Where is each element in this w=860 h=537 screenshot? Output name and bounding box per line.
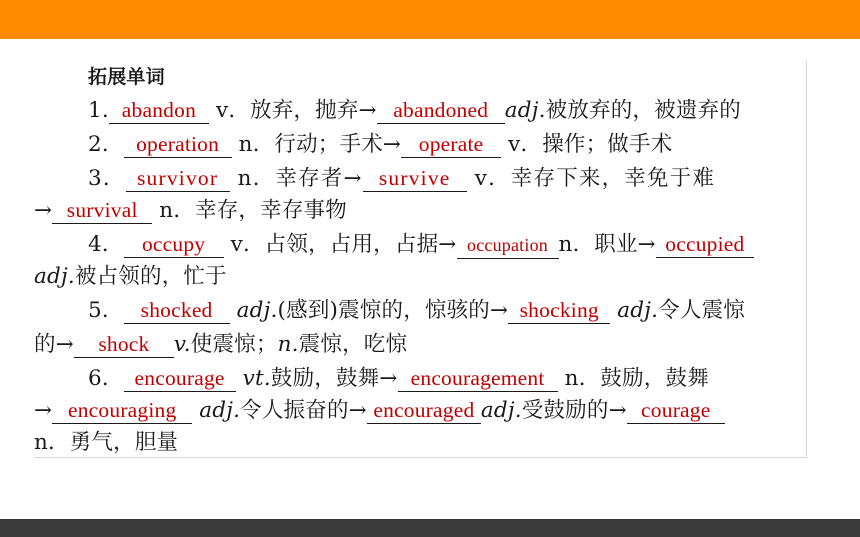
answer-blank — [109, 98, 209, 124]
definition: 鼓励，鼓舞→ — [270, 366, 398, 391]
section-title: 拓展单词 — [88, 66, 165, 88]
item-6 — [88, 364, 709, 394]
item-3 — [88, 164, 715, 194]
part-of-speech: adj. — [34, 264, 75, 289]
answer-blank — [124, 232, 224, 258]
answer-blank — [627, 398, 725, 424]
arrow: → — [34, 198, 53, 223]
answer-blank — [401, 132, 501, 158]
answer-blank — [508, 298, 610, 324]
answer-blank — [74, 332, 174, 358]
item-3-continued — [34, 196, 347, 226]
answer-blank — [398, 366, 558, 392]
answer-text: encouraging — [67, 398, 177, 422]
item-6-continued-2 — [34, 428, 178, 458]
item-4-number: 4． — [88, 232, 124, 257]
definition: 令人震惊 — [658, 298, 745, 323]
definition: n．幸存者→ — [237, 166, 363, 191]
answer-blank — [377, 98, 505, 124]
answer-text: occupied — [665, 232, 745, 256]
item-4-continued — [34, 262, 227, 292]
answer-text: survivor — [136, 166, 219, 190]
top-bar — [0, 0, 860, 39]
answer-text: encouraged — [373, 398, 475, 422]
definition: 令人振奋的→ — [240, 398, 367, 423]
part-of-speech: adj. — [236, 298, 278, 323]
definition: 被占领的，忙于 — [74, 264, 227, 289]
item-3-number: 3． — [88, 166, 126, 191]
answer-text: operation — [136, 132, 220, 156]
answer-text: encourage — [134, 366, 225, 390]
definition: 受鼓励的→ — [521, 398, 627, 423]
answer-blank — [52, 398, 192, 424]
definition: n．鼓励，鼓舞 — [564, 366, 709, 391]
answer-blank — [367, 398, 481, 424]
answer-text: shocking — [519, 298, 599, 322]
item-1 — [88, 96, 741, 126]
answer-blank — [457, 233, 559, 259]
answer-text: abandoned — [393, 98, 489, 122]
part-of-speech: vt. — [242, 366, 271, 391]
item-2-number: 2． — [88, 132, 124, 157]
definition: n．职业→ — [558, 232, 656, 257]
definition: 的→ — [34, 332, 74, 357]
answer-text: abandon — [121, 98, 197, 122]
item-5-number: 5． — [88, 298, 124, 323]
item-6-number: 6． — [88, 366, 124, 391]
answer-text: encouragement — [410, 366, 545, 390]
definition: 使震惊； — [190, 332, 278, 357]
item-1-number: 1. — [88, 98, 109, 123]
part-of-speech: adj. — [504, 98, 546, 123]
item-6-continued — [34, 396, 725, 426]
answer-blank — [52, 198, 152, 224]
answer-blank — [126, 166, 230, 192]
definition: v．操作；做手术 — [508, 132, 673, 157]
definition: n．行动；手术→ — [238, 132, 402, 157]
answer-text: courage — [641, 398, 711, 422]
answer-text: shocked — [140, 298, 213, 322]
part-of-speech: adj. — [617, 298, 659, 323]
item-4 — [88, 230, 754, 260]
part-of-speech: adj. — [199, 398, 241, 423]
item-2 — [88, 130, 672, 160]
answer-blank — [656, 232, 754, 258]
definition: (感到)震惊的，惊骇的→ — [277, 298, 509, 323]
definition: 被放弃的，被遗弃的 — [545, 98, 741, 123]
answer-text: survive — [378, 166, 451, 190]
part-of-speech: v. — [173, 332, 191, 357]
answer-text: shock — [98, 332, 150, 356]
part-of-speech: n. — [277, 332, 299, 357]
definition: v．占领，占用，占据→ — [230, 232, 457, 257]
answer-blank — [124, 298, 230, 324]
definition: v．放弃，抛弃→ — [215, 98, 377, 123]
answer-text: occupy — [141, 232, 206, 256]
definition: v．幸存下来，幸免于难 — [474, 166, 716, 191]
definition: n．勇气，胆量 — [34, 430, 179, 455]
arrow: → — [34, 398, 53, 423]
item-5 — [88, 296, 745, 326]
answer-blank — [124, 366, 236, 392]
definition: 震惊，吃惊 — [298, 332, 408, 357]
answer-blank — [124, 132, 232, 158]
bottom-bar — [0, 519, 860, 537]
answer-text: occupation — [467, 235, 548, 255]
part-of-speech: adj. — [480, 398, 522, 423]
answer-blank — [363, 166, 467, 192]
answer-text: survival — [66, 198, 138, 222]
answer-text: operate — [418, 132, 484, 156]
definition: n．幸存，幸存事物 — [159, 198, 347, 223]
item-5-continued — [34, 330, 407, 360]
